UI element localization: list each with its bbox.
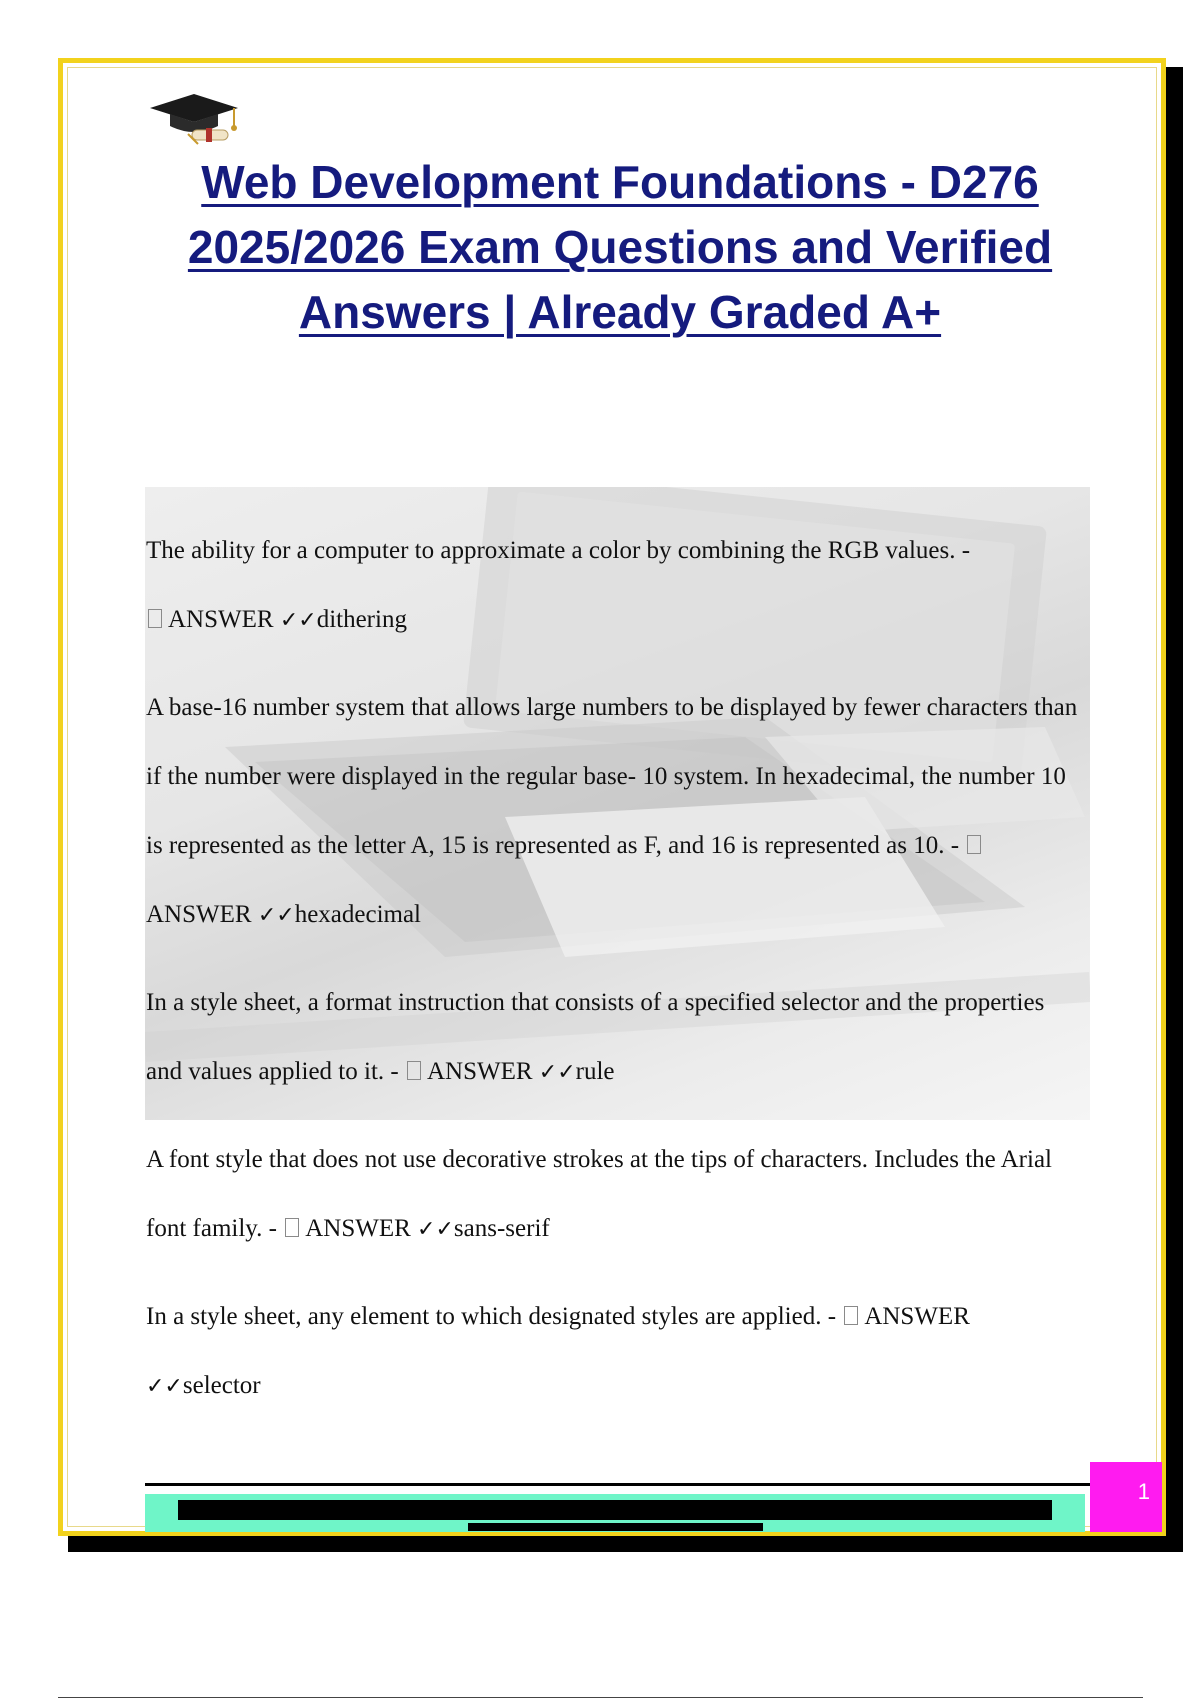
footer-rule xyxy=(145,1483,1090,1486)
question-text: A base-16 number system that allows large numbers to be displayed by fewer characters than if the number were displayed in the regular base- 10 system. In hexadecimal, the number 10 is represented as the letter A, 15 is represented as F, and 16 is represented as 10. - xyxy=(146,694,1078,859)
empty-box-icon xyxy=(407,1061,421,1080)
double-check-icon: ✓✓ xyxy=(538,1060,576,1085)
question-answer-list xyxy=(146,516,1086,1439)
empty-box-icon xyxy=(844,1306,858,1325)
question-text: A font style that does not use decorative strokes at the tips of characters. Includes the Arial font family. - xyxy=(146,1146,1052,1242)
document-title: Web Development Foundations - D276 2025/2026 Exam Questions and Verified Answers | Already Graded A+ xyxy=(187,156,1053,338)
answer-label: ANSWER xyxy=(168,606,274,633)
empty-box-icon xyxy=(967,835,981,854)
answer-label: ANSWER xyxy=(146,901,252,928)
list-item xyxy=(146,516,1086,655)
double-check-icon: ✓✓ xyxy=(279,608,317,633)
answer-text: hexadecimal xyxy=(294,901,422,928)
footer-bar-small xyxy=(468,1523,763,1531)
list-item xyxy=(146,1282,1086,1421)
list-item xyxy=(146,968,1086,1107)
empty-box-icon xyxy=(285,1218,299,1237)
question-text: In a style sheet, a format instruction that consists of a specified selector and the properties and values applied to it. - xyxy=(146,989,1045,1085)
footer-bar xyxy=(178,1500,1052,1520)
answer-label: ANSWER xyxy=(426,1058,533,1085)
answer-text: sans-serif xyxy=(453,1215,550,1242)
double-check-icon: ✓✓ xyxy=(257,903,295,928)
bottom-rule xyxy=(58,1697,1143,1698)
double-check-icon: ✓✓ xyxy=(146,1374,183,1399)
empty-box-icon xyxy=(148,609,162,628)
question-text: In a style sheet, any element to which designated styles are applied. - xyxy=(146,1303,837,1330)
answer-text: selector xyxy=(182,1372,261,1399)
answer-label: ANSWER xyxy=(864,1303,970,1330)
graduation-cap-icon xyxy=(148,92,244,146)
list-item xyxy=(146,673,1086,950)
answer-text: rule xyxy=(575,1058,615,1085)
page-number: 1 xyxy=(1090,1462,1162,1532)
double-check-icon: ✓✓ xyxy=(417,1217,454,1242)
question-text: The ability for a computer to approximate a color by combining the RGB values. - xyxy=(146,537,971,564)
list-item xyxy=(146,1125,1086,1264)
answer-label: ANSWER xyxy=(305,1215,411,1242)
answer-text: dithering xyxy=(316,606,407,633)
